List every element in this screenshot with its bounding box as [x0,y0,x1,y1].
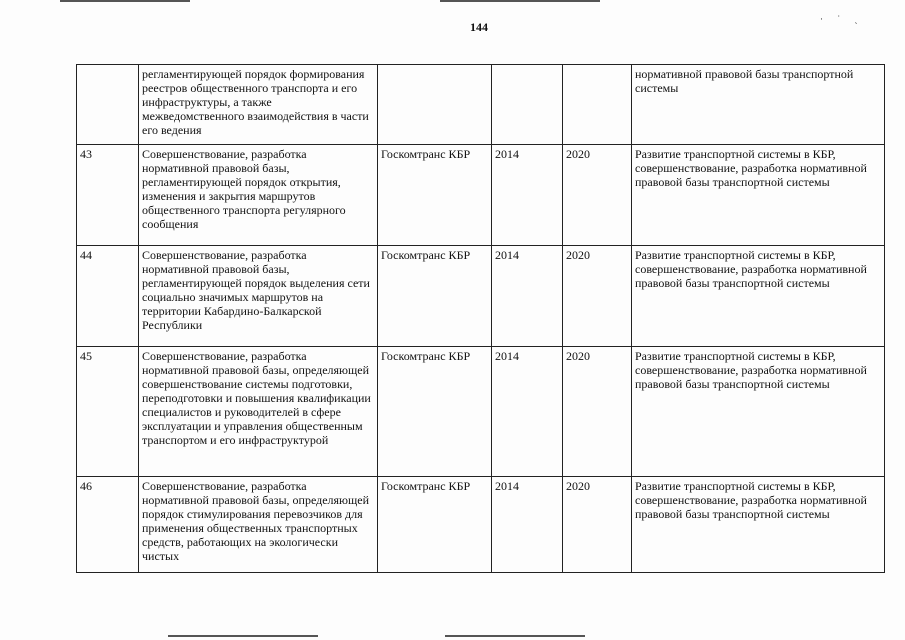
measure-description: Совершенствование, разработка нормативной правовой базы, определяющей совершенствование системы подготовки, переподготовки и повышения квалификации специалистов и руководителей в сфере эксплуатации и управления общественным транспортом и его инфраструктурой [139,347,378,477]
scan-edge-top-right [440,0,600,2]
expected-result: Развитие транспортной системы в КБР, совершенствование, разработка нормативной правовой базы транспортной системы [632,347,885,477]
start-year: 2014 [492,477,563,573]
table-row [77,65,885,145]
start-year [492,65,563,145]
start-year: 2014 [492,347,563,477]
scan-edge-bottom-left [168,635,318,637]
measure-description: регламентирующей порядок формирования реестров общественного транспорта и его инфраструктуры, а также межведомственного взаимодействия в части его ведения [139,65,378,145]
expected-result: Развитие транспортной системы в КБР, совершенствование, разработка нормативной правовой базы транспортной системы [632,145,885,246]
row-number: 45 [77,347,139,477]
executor: Госкомтранс КБР [378,477,492,573]
end-year: 2020 [563,246,632,347]
executor: Госкомтранс КБР [378,246,492,347]
end-year [563,65,632,145]
scan-edge-bottom-right [445,635,585,637]
row-number [77,65,139,145]
scan-specks: · ˙ ˏ [820,14,864,24]
measure-description: Совершенствование, разработка нормативной правовой базы, определяющей порядок стимулирования перевозчиков для применения общественных транспортных средств, работающих на экологически чистых [139,477,378,573]
table-row [77,145,885,246]
end-year: 2020 [563,347,632,477]
end-year: 2020 [563,477,632,573]
executor: Госкомтранс КБР [378,145,492,246]
expected-result: нормативной правовой базы транспортной системы [632,65,885,145]
measure-description: Совершенствование, разработка нормативной правовой базы, регламентирующей порядок выделения сети социально значимых маршрутов на территории Кабардино-Балкарской Республики [139,246,378,347]
row-number: 43 [77,145,139,246]
scan-edge-top-left [60,0,190,2]
executor: Госкомтранс КБР [378,347,492,477]
expected-result: Развитие транспортной системы в КБР, совершенствование, разработка нормативной правовой базы транспортной системы [632,477,885,573]
start-year: 2014 [492,246,563,347]
measures-table [76,64,885,573]
end-year: 2020 [563,145,632,246]
executor [378,65,492,145]
expected-result: Развитие транспортной системы в КБР, совершенствование, разработка нормативной правовой базы транспортной системы [632,246,885,347]
row-number: 44 [77,246,139,347]
start-year: 2014 [492,145,563,246]
measure-description: Совершенствование, разработка нормативной правовой базы, регламентирующей порядок открытия, изменения и закрытия маршрутов общественного транспорта регулярного сообщения [139,145,378,246]
row-number: 46 [77,477,139,573]
page-number: 144 [470,20,488,34]
table-row [77,347,885,477]
table-row [77,477,885,573]
table-row [77,246,885,347]
